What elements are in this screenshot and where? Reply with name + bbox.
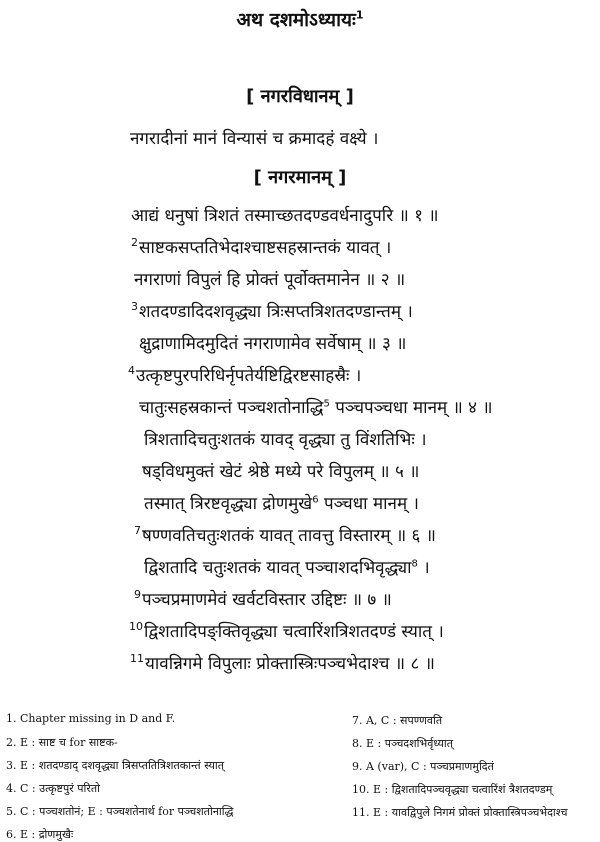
verse-line <box>131 299 413 322</box>
verse-text: द्विशतादि चतुःशतकं यावत् पञ्चाशदभिवृद्ध्या <box>144 558 412 578</box>
verse-text: उत्कृष्टपुरपरिधिर्नृपतेर्यष्टिद्विरष्टसाहस्रैः । <box>136 366 362 386</box>
footnote-number: 7 <box>134 524 141 538</box>
verse-text: आद्यं धनुषां त्रिशतं तस्माच्छतदण्डवर्धनादुपरि ॥ १ ॥ <box>131 206 439 226</box>
intro-line: नगरादीनां मानं विन्यासं च क्रमादहं वक्ष्ये । <box>130 129 379 149</box>
verse-line <box>133 267 405 290</box>
verse-text: पञ्चप्रमाणमेवं खर्वटविस्तार उद्दिष्टः ॥ ७ ॥ <box>142 590 392 610</box>
footnote-number: 9 <box>134 588 141 602</box>
verse-text: नगराणां विपुलं हि प्रोक्तं पूर्वोक्तमानेन ॥ २ ॥ <box>134 270 406 290</box>
footnote-item: 3. E : शतदण्डाद् दशवृद्ध्या त्रिसप्ततित्रिशतकान्तं स्यात् <box>6 759 224 772</box>
verse-text: साष्टकसप्ततिभेदाश्चाष्टसहस्रान्तकं यावत् । <box>139 238 392 258</box>
chapter-title <box>0 6 600 32</box>
verse-text: यावन्निगमे विपुलाः प्रोक्तास्त्रिःपञ्चभेदाश्च ॥ ८ ॥ <box>145 654 435 674</box>
footnote-number: 2 <box>131 236 138 250</box>
footnote-item: 8. E : पञ्चदशभिर्वृध्यात् <box>352 737 453 750</box>
footnote-mark: 8 <box>411 558 418 570</box>
chapter-title-text: अथ दशमोऽध्यायः <box>236 9 356 31</box>
verse-line <box>138 395 493 418</box>
verse-line <box>130 203 439 226</box>
footnote-item: 2. E : साष्ट च for साष्टक- <box>6 736 118 749</box>
section-heading-nagaramanam: [ नगरमानम् ] <box>253 167 347 188</box>
verse-line <box>138 331 406 354</box>
verse-text: शतदण्डादिदशवृद्ध्या त्रिःसप्तत्रिशतदण्डान्तम् । <box>139 302 413 322</box>
footnotes <box>0 700 600 841</box>
verse-line <box>129 619 444 642</box>
verse-text: क्षुद्राणामिदमुदितं नगराणामेव सर्वेषाम् ॥ ३ ॥ <box>139 334 407 354</box>
verse-text-end: पञ्चपञ्चधा मानम् ॥ ४ ॥ <box>329 398 493 418</box>
footnote-item: 1. Chapter missing in D and F. <box>6 712 176 725</box>
footnote-item: 11. E : यावद्विपुले निगमं प्रोक्तं प्रोक्तास्त्रिपञ्चभेदाश्च <box>352 806 568 819</box>
verse-text: तस्मात् त्रिरष्टवृद्ध्या द्रोणमुखे <box>144 494 313 514</box>
footnote-item: 6. E : द्रोणमुखैः <box>6 828 74 841</box>
verse-line <box>134 587 392 610</box>
verse-line <box>131 235 391 258</box>
footnote-number: 11 <box>130 652 144 666</box>
footnote-item: 5. C : पञ्चशतोनं; E : पञ्चशतेनार्थ for पञ्चशतोनाद्धि <box>6 805 234 818</box>
footnote-number: 3 <box>131 300 138 314</box>
verse-line <box>143 555 430 578</box>
verse-text: त्रिशतादिचतुःशतकं यावद् वृद्ध्या तु विंशतिभिः । <box>144 430 427 450</box>
footnote-item: 7. A, C : सपण्णवति <box>352 714 443 727</box>
verse-text-end: पञ्चधा मानम् । <box>318 494 419 514</box>
footnote-item: 10. E : द्विशतादिपञ्चवृद्ध्या चत्वारिंशं त्रैशतदण्डम् <box>352 783 553 796</box>
verse-line <box>128 363 361 386</box>
footnote-mark: 6 <box>312 494 319 506</box>
verse-text: षण्णवतिचतुःशतकं यावत् तावत्तु विस्तारम् ॥ ६ ॥ <box>142 526 436 546</box>
verse-line <box>141 459 419 482</box>
verse-line <box>143 427 427 450</box>
verse-text-end: । <box>417 558 430 578</box>
footnote-item: 9. A (var), C : पञ्चप्रमाणमुदितं <box>352 760 494 773</box>
verse-text: चातुःसहस्रकान्तं पञ्चशतोनाद्धि <box>139 398 324 418</box>
verse-line <box>143 491 419 514</box>
footnote-item: 4. C : उत्कृष्टपुरं परितो <box>6 782 100 795</box>
verse-text: द्विशतादिपङ्क्तिवृद्ध्या चत्वारिंशत्रिशतदण्डं स्यात् । <box>144 622 444 642</box>
chapter-title-footnote-mark: 1 <box>355 8 364 22</box>
verse-text: षड्विधमुक्तं खेटं श्रेष्ठे मध्ये परे विपुलम् ॥ ५ ॥ <box>142 462 420 482</box>
section-heading-nagaravidhanam: [ नगरविधानम् ] <box>246 86 354 107</box>
footnote-number: 10 <box>129 620 143 634</box>
footnote-mark: 5 <box>323 398 330 410</box>
verse-line <box>134 523 436 546</box>
footnote-number: 4 <box>128 364 135 378</box>
verse-line <box>130 651 435 674</box>
